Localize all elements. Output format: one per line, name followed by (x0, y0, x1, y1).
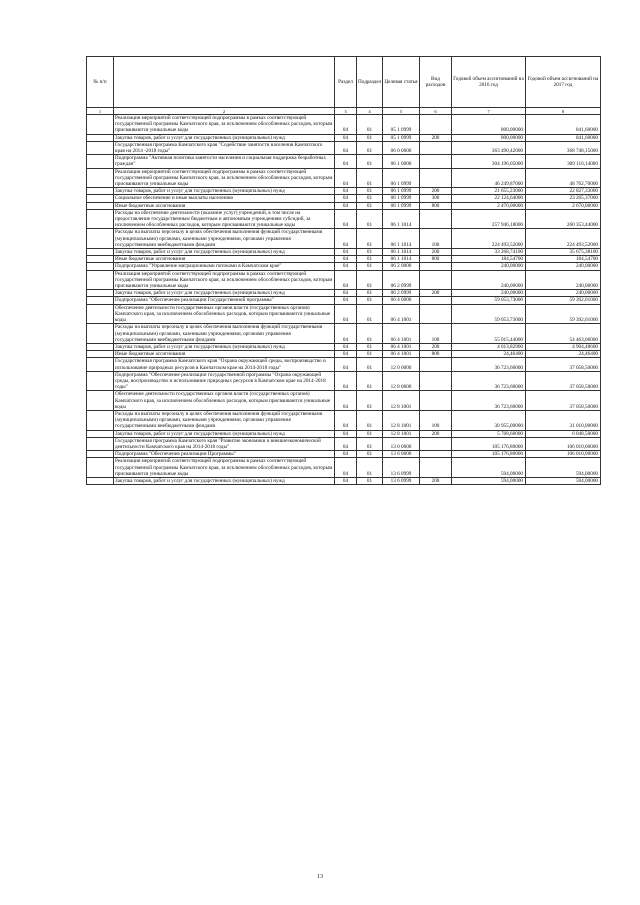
razdel-cell: 04 (335, 141, 357, 154)
value-2016-cell: 184,54700 (452, 256, 526, 263)
vr-cell (420, 115, 452, 135)
cs-cell: 12 8 1001 (383, 391, 420, 411)
col-header-vr: Вид расходов (420, 57, 452, 108)
podrazdel-cell: 01 (357, 209, 383, 229)
name-cell: Иные бюджетные ассигнования (114, 256, 335, 263)
razdel-cell: 04 (335, 371, 357, 391)
value-2016-cell: 240,00000 (452, 290, 526, 297)
value-2017-cell: 184,54700 (526, 256, 601, 263)
table-row (87, 324, 601, 344)
podrazdel-cell: 01 (357, 168, 383, 188)
cs-cell: 06 1 1014 (383, 249, 420, 256)
table-row (87, 195, 601, 202)
vr-cell: 800 (420, 256, 452, 263)
name-cell: Закупка товаров, работ и услуг для государственных (муниципальных) нужд (114, 343, 335, 350)
cs-cell: 06 4 0000 (383, 297, 420, 304)
num-cell (87, 249, 114, 256)
col-header-cs: Целевая статья (383, 57, 420, 108)
table-row (87, 391, 601, 411)
vr-cell: 200 (420, 188, 452, 195)
name-cell: Реализация мероприятий соответствующей подпрограммы в рамках соответствующей государственной программы Камчатского края, за исключением обособленных расходов, которым присваиваются уникальные коды (114, 115, 335, 135)
col-number: 8 (526, 108, 601, 115)
podrazdel-cell: 01 (357, 343, 383, 350)
value-2017-cell: 37 058,50000 (526, 358, 601, 371)
razdel-cell: 04 (335, 451, 357, 458)
name-cell: Закупка товаров, работ и услуг для государственных (муниципальных) нужд (114, 430, 335, 437)
num-cell (87, 202, 114, 209)
value-2016-cell: 240,00000 (452, 270, 526, 290)
cs-cell: 06 2 0000 (383, 263, 420, 270)
num-cell (87, 134, 114, 141)
budget-table-sheet (86, 56, 600, 485)
podrazdel-cell: 01 (357, 270, 383, 290)
table-row (87, 430, 601, 437)
cs-cell: 06 0 0000 (383, 141, 420, 154)
name-cell: Подпрограмма "Обеспечение реализации государственной программы "Охрана окружающей среды, воспроизводство и использование природных ресурсов в Камчатском крае на 2014-2018 годы" (114, 371, 335, 391)
table-row (87, 343, 601, 350)
cs-cell: 06 1 1014 (383, 209, 420, 229)
col-number: 1 (87, 108, 114, 115)
col-header-podrazdel: Подраздел (357, 57, 383, 108)
table-row (87, 351, 601, 358)
value-2016-cell: 240,00000 (452, 263, 526, 270)
table-row (87, 141, 601, 154)
cs-cell: 06 1 0999 (383, 168, 420, 188)
vr-cell: 800 (420, 202, 452, 209)
razdel-cell: 04 (335, 263, 357, 270)
num-cell (87, 256, 114, 263)
vr-cell: 200 (420, 343, 452, 350)
name-cell: Расходы на выплаты персоналу в целях обеспечения выполнения функций государственными (муниципальными) органами, казенными учреждениями, органами управления государственными внебюджетными фондами (114, 229, 335, 249)
name-cell: Реализация мероприятий соответствующей подпрограммы в рамках соответствующей государственной программы Камчатского края, за исключением обособленных расходов, которым присваиваются уникальные коды (114, 168, 335, 188)
num-cell (87, 410, 114, 430)
value-2017-cell: 24,46400 (526, 351, 601, 358)
name-cell: Расходы на выплаты персоналу в целях обеспечения выполнения функций государственными (муниципальными) органами, казенными учреждениями, органами управления государственными внебюджетными фондами (114, 410, 335, 430)
value-2017-cell: 240,00000 (526, 290, 601, 297)
cs-cell: 05 1 0999 (383, 134, 420, 141)
vr-cell (420, 304, 452, 324)
razdel-cell: 04 (335, 249, 357, 256)
vr-cell (420, 270, 452, 290)
budget-table (86, 56, 601, 485)
value-2016-cell: 594,00000 (452, 477, 526, 484)
razdel-cell: 04 (335, 391, 357, 411)
razdel-cell: 04 (335, 188, 357, 195)
value-2017-cell: 35 675,38100 (526, 249, 601, 256)
num-cell (87, 209, 114, 229)
table-row (87, 155, 601, 168)
table-row (87, 410, 601, 430)
value-2016-cell: 36 723,60000 (452, 391, 526, 411)
name-cell: Подпрограмма "Обеспечение реализации Государственной программы" (114, 297, 335, 304)
razdel-cell: 04 (335, 290, 357, 297)
name-cell: Реализация мероприятий соответствующей подпрограммы в рамках соответствующей государственной программы Камчатского края, за исключением обособленных расходов, которым присваиваются уникальные коды (114, 458, 335, 478)
page-number: 13 (317, 874, 323, 880)
value-2016-cell: 594,00000 (452, 458, 526, 478)
value-2016-cell: 33 268,74100 (452, 249, 526, 256)
name-cell: Обеспечение деятельности государственных органов власти (государственных органов) Камчатского края, за исключением обособленных расходов, которым присваиваются уникальные коды (114, 304, 335, 324)
value-2017-cell: 22 827,33000 (526, 188, 601, 195)
razdel-cell: 04 (335, 168, 357, 188)
value-2017-cell: 240,00000 (526, 270, 601, 290)
value-2017-cell: 224 493,52000 (526, 229, 601, 249)
name-cell: Социальное обеспечение и иные выплаты населению (114, 195, 335, 202)
value-2017-cell: 106 010,00000 (526, 437, 601, 450)
podrazdel-cell: 01 (357, 430, 383, 437)
num-cell (87, 371, 114, 391)
num-cell (87, 141, 114, 154)
col-header-num: № п/п (87, 57, 114, 108)
vr-cell (420, 168, 452, 188)
col-header-razdel: Раздел (335, 57, 357, 108)
table-row (87, 249, 601, 256)
num-cell (87, 324, 114, 344)
cs-cell: 06 1 0999 (383, 202, 420, 209)
table-row (87, 477, 601, 484)
value-2016-cell: 105 176,80000 (452, 437, 526, 450)
cs-cell: 12 8 1001 (383, 410, 420, 430)
cs-cell: 13 0 0000 (383, 437, 420, 450)
name-cell: Закупка товаров, работ и услуг для государственных (муниципальных) нужд (114, 188, 335, 195)
vr-cell: 100 (420, 324, 452, 344)
table-row (87, 229, 601, 249)
razdel-cell: 04 (335, 410, 357, 430)
col-number: 7 (452, 108, 526, 115)
value-2016-cell: 5 768,60000 (452, 430, 526, 437)
vr-cell: 200 (420, 134, 452, 141)
vr-cell (420, 297, 452, 304)
name-cell: Закупка товаров, работ и услуг для государственных (муниципальных) нужд (114, 134, 335, 141)
table-row (87, 263, 601, 270)
value-2017-cell: 841,60000 (526, 115, 601, 135)
podrazdel-cell: 01 (357, 195, 383, 202)
podrazdel-cell: 01 (357, 134, 383, 141)
col-header-2017: Годовой объем ассигнований на 2017 год (526, 57, 601, 108)
value-2016-cell: 59 053,73000 (452, 304, 526, 324)
razdel-cell: 04 (335, 458, 357, 478)
value-2017-cell: 2 670,00000 (526, 202, 601, 209)
col-header-2016: Годовой объем ассигнований на 2016 год (452, 57, 526, 108)
table-row (87, 297, 601, 304)
col-number: 6 (420, 108, 452, 115)
value-2016-cell: 55 015,44000 (452, 324, 526, 344)
cs-cell: 06 2 0999 (383, 290, 420, 297)
razdel-cell: 04 (335, 195, 357, 202)
vr-cell (420, 437, 452, 450)
table-body (87, 115, 601, 485)
value-2016-cell: 363 490,42000 (452, 141, 526, 154)
vr-cell (420, 391, 452, 411)
cs-cell: 06 4 1001 (383, 343, 420, 350)
vr-cell (420, 371, 452, 391)
value-2016-cell: 24,46400 (452, 351, 526, 358)
name-cell: Государственная программа Камчатского края "Содействие занятости населения Камчатского края на 2014 -2018 годы" (114, 141, 335, 154)
podrazdel-cell: 01 (357, 155, 383, 168)
table-row (87, 209, 601, 229)
num-cell (87, 477, 114, 484)
razdel-cell: 04 (335, 304, 357, 324)
podrazdel-cell: 01 (357, 297, 383, 304)
num-cell (87, 297, 114, 304)
cs-cell: 06 1 1014 (383, 256, 420, 263)
num-cell (87, 195, 114, 202)
vr-cell: 100 (420, 410, 452, 430)
num-cell (87, 451, 114, 458)
value-2016-cell: 105 176,80000 (452, 451, 526, 458)
value-2017-cell: 59 392,01000 (526, 297, 601, 304)
col-number: 2 (114, 108, 335, 115)
value-2017-cell: 106 010,00000 (526, 451, 601, 458)
value-2016-cell: 36 723,60000 (452, 358, 526, 371)
razdel-cell: 04 (335, 229, 357, 249)
table-row (87, 270, 601, 290)
razdel-cell: 04 (335, 297, 357, 304)
num-cell (87, 458, 114, 478)
name-cell: Закупка товаров, работ и услуг для государственных (муниципальных) нужд (114, 249, 335, 256)
table-row (87, 256, 601, 263)
razdel-cell: 04 (335, 477, 357, 484)
value-2016-cell: 46 249,87000 (452, 168, 526, 188)
podrazdel-cell: 01 (357, 256, 383, 263)
table-row (87, 304, 601, 324)
podrazdel-cell: 01 (357, 229, 383, 249)
podrazdel-cell: 01 (357, 188, 383, 195)
value-2017-cell: 841,60000 (526, 134, 601, 141)
vr-cell: 300 (420, 195, 452, 202)
razdel-cell: 04 (335, 134, 357, 141)
cs-cell: 06 1 1014 (383, 229, 420, 249)
razdel-cell: 04 (335, 209, 357, 229)
table-row (87, 290, 601, 297)
vr-cell: 200 (420, 477, 452, 484)
cs-cell: 12 8 1001 (383, 430, 420, 437)
vr-cell: 200 (420, 430, 452, 437)
podrazdel-cell: 01 (357, 141, 383, 154)
value-2017-cell: 48 762,70000 (526, 168, 601, 188)
podrazdel-cell: 01 (357, 115, 383, 135)
vr-cell (420, 451, 452, 458)
name-cell: Закупка товаров, работ и услуг для государственных (муниципальных) нужд (114, 290, 335, 297)
num-cell (87, 430, 114, 437)
name-cell: Подпрограмма "Активная политика занятости населения и социальная поддержка безработных граждан" (114, 155, 335, 168)
value-2016-cell: 21 655,23000 (452, 188, 526, 195)
value-2017-cell: 37 058,50000 (526, 371, 601, 391)
cs-cell: 06 4 1001 (383, 351, 420, 358)
vr-cell: 800 (420, 351, 452, 358)
podrazdel-cell: 01 (357, 410, 383, 430)
cs-cell: 13 6 0000 (383, 451, 420, 458)
num-cell (87, 270, 114, 290)
name-cell: Государственная программа Камчатского края "Развитие экономики и внешнеэкономической деятельности Камчатского края на 2014-2018 годы" (114, 437, 335, 450)
column-number-row (87, 108, 601, 115)
razdel-cell: 04 (335, 115, 357, 135)
num-cell (87, 263, 114, 270)
value-2016-cell: 257 946,18000 (452, 209, 526, 229)
cs-cell: 06 4 1001 (383, 304, 420, 324)
vr-cell: 100 (420, 229, 452, 249)
podrazdel-cell: 01 (357, 371, 383, 391)
num-cell (87, 188, 114, 195)
razdel-cell: 04 (335, 270, 357, 290)
value-2017-cell: 4 904,48600 (526, 343, 601, 350)
vr-cell (420, 263, 452, 270)
vr-cell (420, 155, 452, 168)
value-2017-cell: 240,00000 (526, 263, 601, 270)
razdel-cell: 04 (335, 155, 357, 168)
podrazdel-cell: 01 (357, 351, 383, 358)
podrazdel-cell: 01 (357, 249, 383, 256)
value-2016-cell: 800,00000 (452, 115, 526, 135)
value-2016-cell: 4 013,82900 (452, 343, 526, 350)
podrazdel-cell: 01 (357, 477, 383, 484)
razdel-cell: 04 (335, 430, 357, 437)
value-2016-cell: 304 196,05000 (452, 155, 526, 168)
razdel-cell: 04 (335, 256, 357, 263)
name-cell: Расходы на обеспечение деятельности (оказание услуг) учреждений, в том числе на предоставление государственным бюджетным и автономным учреждениям субсидий, за исключением обособленных расходов, которым присваиваются уникальные коды (114, 209, 335, 229)
vr-cell (420, 458, 452, 478)
value-2017-cell: 37 058,50000 (526, 391, 601, 411)
value-2016-cell: 36 723,60000 (452, 371, 526, 391)
vr-cell: 200 (420, 290, 452, 297)
num-cell (87, 351, 114, 358)
value-2017-cell: 59 392,01000 (526, 304, 601, 324)
table-row (87, 358, 601, 371)
cs-cell: 06 1 0999 (383, 195, 420, 202)
name-cell: Иные бюджетные ассигнования (114, 202, 335, 209)
num-cell (87, 168, 114, 188)
value-2016-cell: 224 493,52000 (452, 229, 526, 249)
num-cell (87, 155, 114, 168)
value-2016-cell: 30 955,00000 (452, 410, 526, 430)
value-2017-cell: 31 010,00000 (526, 410, 601, 430)
table-row (87, 458, 601, 478)
podrazdel-cell: 01 (357, 324, 383, 344)
value-2017-cell: 6 048,50000 (526, 430, 601, 437)
value-2016-cell: 2 470,00000 (452, 202, 526, 209)
num-cell (87, 115, 114, 135)
value-2016-cell: 59 053,73000 (452, 297, 526, 304)
podrazdel-cell: 01 (357, 437, 383, 450)
razdel-cell: 04 (335, 324, 357, 344)
num-cell (87, 358, 114, 371)
podrazdel-cell: 01 (357, 391, 383, 411)
razdel-cell: 04 (335, 343, 357, 350)
header-row (87, 57, 601, 108)
value-2017-cell: 594,00000 (526, 458, 601, 478)
cs-cell: 06 1 0000 (383, 155, 420, 168)
cs-cell: 12 0 0000 (383, 358, 420, 371)
table-row (87, 134, 601, 141)
value-2017-cell: 23 265,37000 (526, 195, 601, 202)
value-2017-cell: 368 748,15000 (526, 141, 601, 154)
cs-cell: 05 1 0999 (383, 115, 420, 135)
vr-cell: 200 (420, 249, 452, 256)
num-cell (87, 229, 114, 249)
num-cell (87, 304, 114, 324)
podrazdel-cell: 01 (357, 290, 383, 297)
vr-cell (420, 209, 452, 229)
value-2017-cell: 260 353,44000 (526, 209, 601, 229)
razdel-cell: 04 (335, 358, 357, 371)
value-2016-cell: 22 124,64000 (452, 195, 526, 202)
podrazdel-cell: 01 (357, 202, 383, 209)
cs-cell: 06 4 1001 (383, 324, 420, 344)
name-cell: Реализация мероприятий соответствующей подпрограммы в рамках соответствующей государственной программы Камчатского края, за исключением обособленных расходов, которым присваиваются уникальные коды (114, 270, 335, 290)
cs-cell: 13 6 0999 (383, 477, 420, 484)
table-row (87, 202, 601, 209)
num-cell (87, 391, 114, 411)
value-2016-cell: 800,00000 (452, 134, 526, 141)
table-row (87, 188, 601, 195)
name-cell: Подпрограмма "Обеспечение реализации Программы" (114, 451, 335, 458)
podrazdel-cell: 01 (357, 458, 383, 478)
name-cell: Государственная программа Камчатского края "Охрана окружающей среды, воспроизводство и использование природных ресурсов в Камчатском крае на 2014-2018 годы" (114, 358, 335, 371)
cs-cell: 06 1 0999 (383, 188, 420, 195)
col-header-name (114, 57, 335, 108)
vr-cell (420, 358, 452, 371)
cs-cell: 06 2 0999 (383, 270, 420, 290)
name-cell: Иные бюджетные ассигнования (114, 351, 335, 358)
cs-cell: 12 8 0000 (383, 371, 420, 391)
name-cell: Закупка товаров, работ и услуг для государственных (муниципальных) нужд (114, 477, 335, 484)
razdel-cell: 04 (335, 437, 357, 450)
name-cell: Обеспечение деятельности государственных органов власти (государственных органов) Камчатского края, за исключением обособленных расходов, которым присваиваются уникальные коды (114, 391, 335, 411)
podrazdel-cell: 01 (357, 263, 383, 270)
table-row (87, 371, 601, 391)
razdel-cell: 04 (335, 202, 357, 209)
table-row (87, 437, 601, 450)
value-2017-cell: 309 116,14000 (526, 155, 601, 168)
num-cell (87, 290, 114, 297)
value-2017-cell: 594,00000 (526, 477, 601, 484)
col-number: 5 (383, 108, 420, 115)
razdel-cell: 04 (335, 351, 357, 358)
podrazdel-cell: 01 (357, 304, 383, 324)
name-cell: Расходы на выплаты персоналу в целях обеспечения выполнения функций государственными (муниципальными) органами, казенными учреждениями, органами управления государственными внебюджетными фондами (114, 324, 335, 344)
name-cell: Подпрограмма "Управление миграционными потоками в Камчатском крае" (114, 263, 335, 270)
podrazdel-cell: 01 (357, 358, 383, 371)
num-cell (87, 343, 114, 350)
table-row (87, 451, 601, 458)
value-2017-cell: 54 463,06000 (526, 324, 601, 344)
col-number: 4 (357, 108, 383, 115)
vr-cell (420, 141, 452, 154)
table-row (87, 115, 601, 135)
col-number: 3 (335, 108, 357, 115)
num-cell (87, 437, 114, 450)
podrazdel-cell: 01 (357, 451, 383, 458)
cs-cell: 13 6 0999 (383, 458, 420, 478)
table-row (87, 168, 601, 188)
